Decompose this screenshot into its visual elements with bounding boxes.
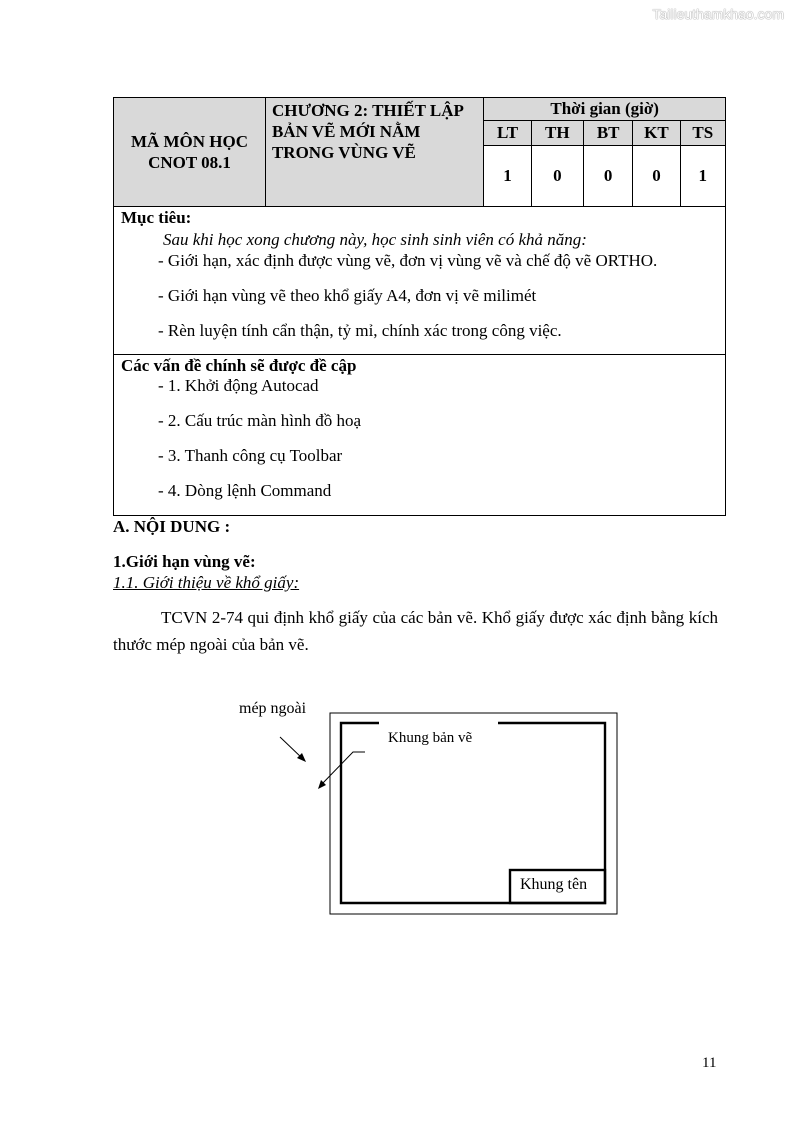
intro-paragraph: TCVN 2-74 qui định khổ giấy của các bản vẽ. Khổ giấy được xác định bằng kích thước mép ngoài của bản vẽ. xyxy=(113,608,718,654)
val-lt: 1 xyxy=(484,146,531,207)
section-1-1-heading: 1.1. Giới thiệu về khổ giấy: xyxy=(113,573,300,592)
objective-item: - Rèn luyện tính cẩn thận, tỷ mỉ, chính xác trong công việc. xyxy=(158,321,562,340)
drawing-frame-label: Khung bản vẽ xyxy=(388,730,473,746)
arrow-line-2 xyxy=(321,752,365,785)
col-ts: TS xyxy=(680,121,725,146)
topics-box xyxy=(113,354,726,516)
course-code-cell xyxy=(114,98,266,207)
section-a-heading: A. NỘI DUNG : xyxy=(113,517,231,536)
watermark: Tailieuthamkhao.com xyxy=(652,6,784,22)
col-lt: LT xyxy=(484,121,531,146)
course-code: CNOT 08.1 xyxy=(148,153,231,172)
topic-item: - 1. Khởi động Autocad xyxy=(158,376,319,395)
objectives-title: Mục tiêu: xyxy=(121,208,192,227)
val-ts: 1 xyxy=(680,146,725,207)
objectives-box xyxy=(113,207,726,355)
topics-title: Các vấn đề chính sẽ được đề cập xyxy=(121,356,357,375)
objective-item: - Giới hạn, xác định được vùng vẽ, đơn vị vùng vẽ và chế độ vẽ ORTHO. xyxy=(158,251,658,270)
topic-item: - 2. Cấu trúc màn hình đồ hoạ xyxy=(158,411,362,430)
val-kt: 0 xyxy=(633,146,680,207)
section-1-heading: 1.Giới hạn vùng vẽ: xyxy=(113,552,256,571)
val-bt: 0 xyxy=(584,146,633,207)
course-header-table xyxy=(113,97,726,207)
page-number: 11 xyxy=(702,1055,717,1071)
outer-edge-label: mép ngoài xyxy=(239,700,307,717)
paper-diagram xyxy=(220,690,630,930)
objectives-intro: Sau khi học xong chương này, học sinh sinh viên có khả năng: xyxy=(163,230,587,249)
col-bt: BT xyxy=(584,121,633,146)
title-block-label: Khung tên xyxy=(520,876,588,893)
col-th: TH xyxy=(531,121,583,146)
chapter-title: CHƯƠNG 2: THIẾT LẬP BẢN VẼ MỚI NẰM TRONG VÙNG VẼ xyxy=(265,98,483,207)
col-kt: KT xyxy=(633,121,680,146)
objective-item: - Giới hạn vùng vẽ theo khổ giấy A4, đơn vị vẽ milimét xyxy=(158,286,537,305)
val-th: 0 xyxy=(531,146,583,207)
paper-diagram-svg xyxy=(220,690,630,930)
topic-item: - 4. Dòng lệnh Command xyxy=(158,481,332,500)
ma-mon-hoc-label: MÃ MÔN HỌC xyxy=(130,132,249,151)
time-header: Thời gian (giờ) xyxy=(484,98,726,121)
topic-item: - 3. Thanh công cụ Toolbar xyxy=(158,446,343,465)
